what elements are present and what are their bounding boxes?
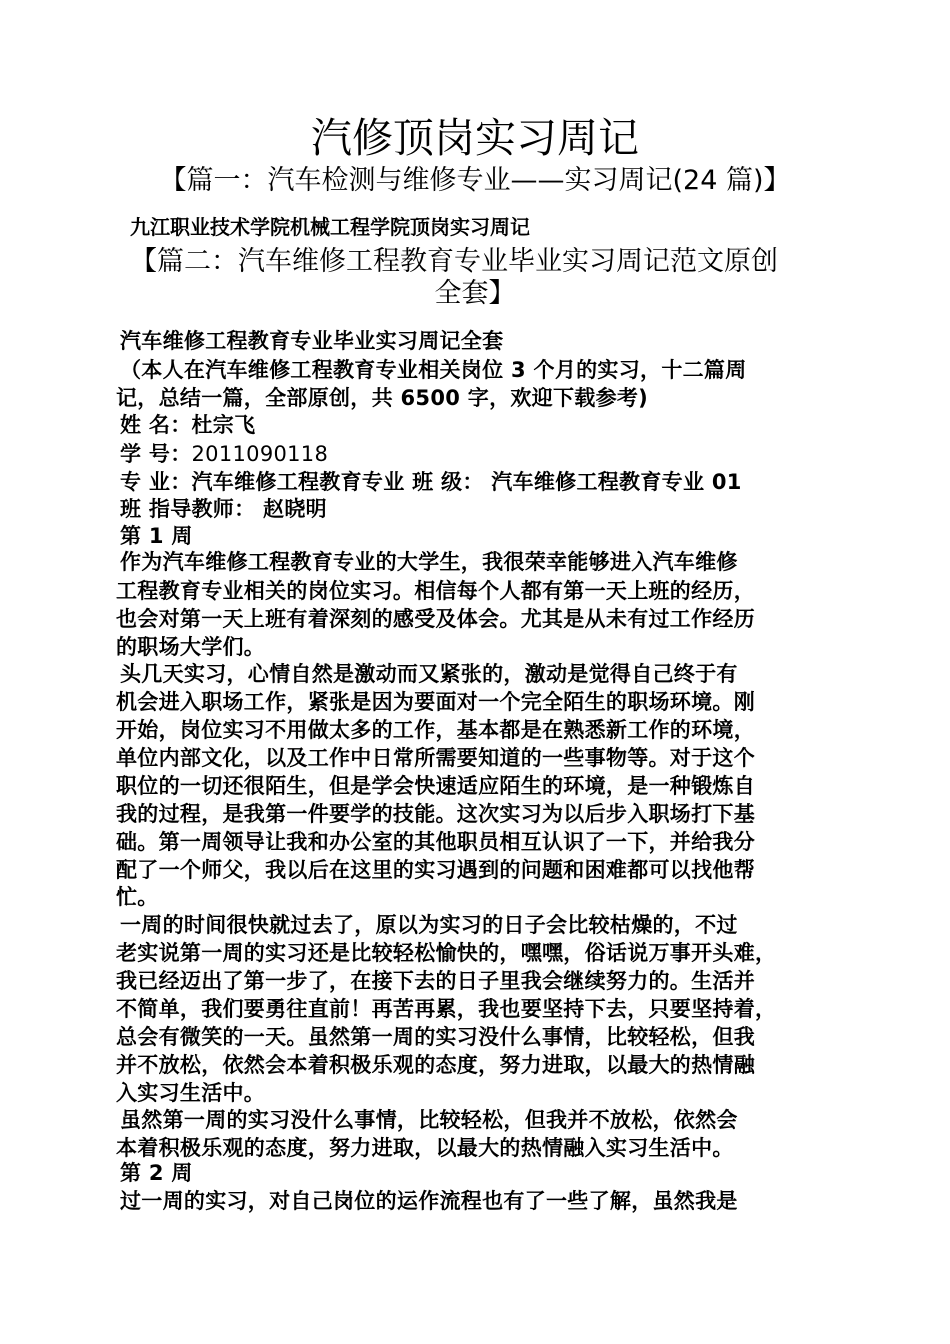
subtitle-part-two-line-1: 【篇二：汽车维修工程教育专业毕业实习周记范文原创 (130, 246, 778, 277)
paragraph-line: 并不放松，依然会本着积极乐观的态度，努力进取，以最大的热情融 (116, 1053, 755, 1077)
paragraph-line: 工程教育专业相关的岗位实习。相信每个人都有第一天上班的经历， (116, 579, 755, 603)
paragraph-line: 头几天实习，心情自然是激动而又紧张的，激动是觉得自己终于有 (120, 662, 738, 686)
paragraph-line: 总会有微笑的一天。虽然第一周的实习没什么事情，比较轻松，但我 (116, 1025, 755, 1049)
paragraph-line: 一周的时间很快就过去了，原以为实习的日子会比较枯燥的，不过 (120, 913, 738, 937)
paragraph-line: 开始，岗位实习不用做太多的工作，基本都是在熟悉新工作的环境， (116, 718, 755, 742)
student-id-line (120, 440, 328, 468)
paragraph-line: 配了一个师父，我以后在这里的实习遇到的问题和困难都可以找他帮 (116, 858, 755, 882)
paragraph-line: 老实说第一周的实习还是比较轻松愉快的，嘿嘿，俗话说万事开头难， (116, 941, 777, 965)
paragraph-line: 的职场大学们。 (116, 635, 266, 659)
document-title: 汽修顶岗实习周记 (311, 114, 639, 162)
paragraph-line: 单位内部文化，以及工作中日常所需要知道的一些事物等。对于这个 (116, 746, 755, 770)
paragraph-line: 过一周的实习，对自己岗位的运作流程也有了一些了解，虽然我是 (120, 1189, 738, 1213)
student-id-value: 2011090118 (191, 442, 329, 466)
paragraph-line: 我的过程，是我第一件要学的技能。这次实习为以后步入职场打下基 (116, 802, 755, 826)
week-2-heading: 第 2 周 (120, 1161, 193, 1185)
subtitle-part-two-line-2: 全套】 (434, 278, 516, 309)
subtitle-part-one: 【篇一：汽车检测与维修专业——实习周记(24 篇)】 (159, 165, 791, 196)
paragraph-line: 职位的一切还很陌生，但是学会快速适应陌生的环境，是一种锻炼自 (116, 774, 755, 798)
school-line: 九江职业技术学院机械工程学院顶岗实习周记 (130, 215, 530, 239)
paragraph-line: 机会进入职场工作，紧张是因为要面对一个完全陌生的职场环境。刚 (116, 690, 755, 714)
paragraph-line: 作为汽车维修工程教育专业的大学生，我很荣幸能够进入汽车维修 (120, 550, 738, 574)
paragraph-line: 础。第一周领导让我和办公室的其他职员相互认识了一下，并给我分 (116, 830, 755, 854)
paragraph-line: 我已经迈出了第一步了，在接下去的日子里我会继续努力的。生活并 (116, 969, 755, 993)
major-line-2: 班 指导教师： 赵晓明 (120, 497, 327, 521)
paragraph-line: 本着积极乐观的态度，努力进取，以最大的热情融入实习生活中。 (116, 1136, 734, 1160)
intro-line-1: （本人在汽车维修工程教育专业相关岗位 3 个月的实习，十二篇周 (120, 358, 747, 382)
student-name-line: 姓 名：杜宗飞 (120, 413, 256, 437)
paragraph-line: 不简单，我们要勇往直前！再苦再累，我也要坚持下去，只要坚持着， (116, 997, 777, 1021)
student-id-label: 学 号： (120, 442, 192, 466)
major-line-1: 专 业：汽车维修工程教育专业 班 级： 汽车维修工程教育专业 01 (120, 470, 742, 494)
week-1-heading: 第 1 周 (120, 524, 193, 548)
paragraph-line: 也会对第一天上班有着深刻的感受及体会。尤其是从未有过工作经历 (116, 607, 755, 631)
section-heading: 汽车维修工程教育专业毕业实习周记全套 (120, 329, 504, 353)
paragraph-line: 虽然第一周的实习没什么事情，比较轻松，但我并不放松，依然会 (120, 1108, 738, 1132)
paragraph-line: 忙。 (116, 885, 159, 909)
intro-line-2: 记，总结一篇，全部原创，共 6500 字，欢迎下载参考) (116, 386, 649, 410)
paragraph-line: 入实习生活中。 (116, 1081, 266, 1105)
